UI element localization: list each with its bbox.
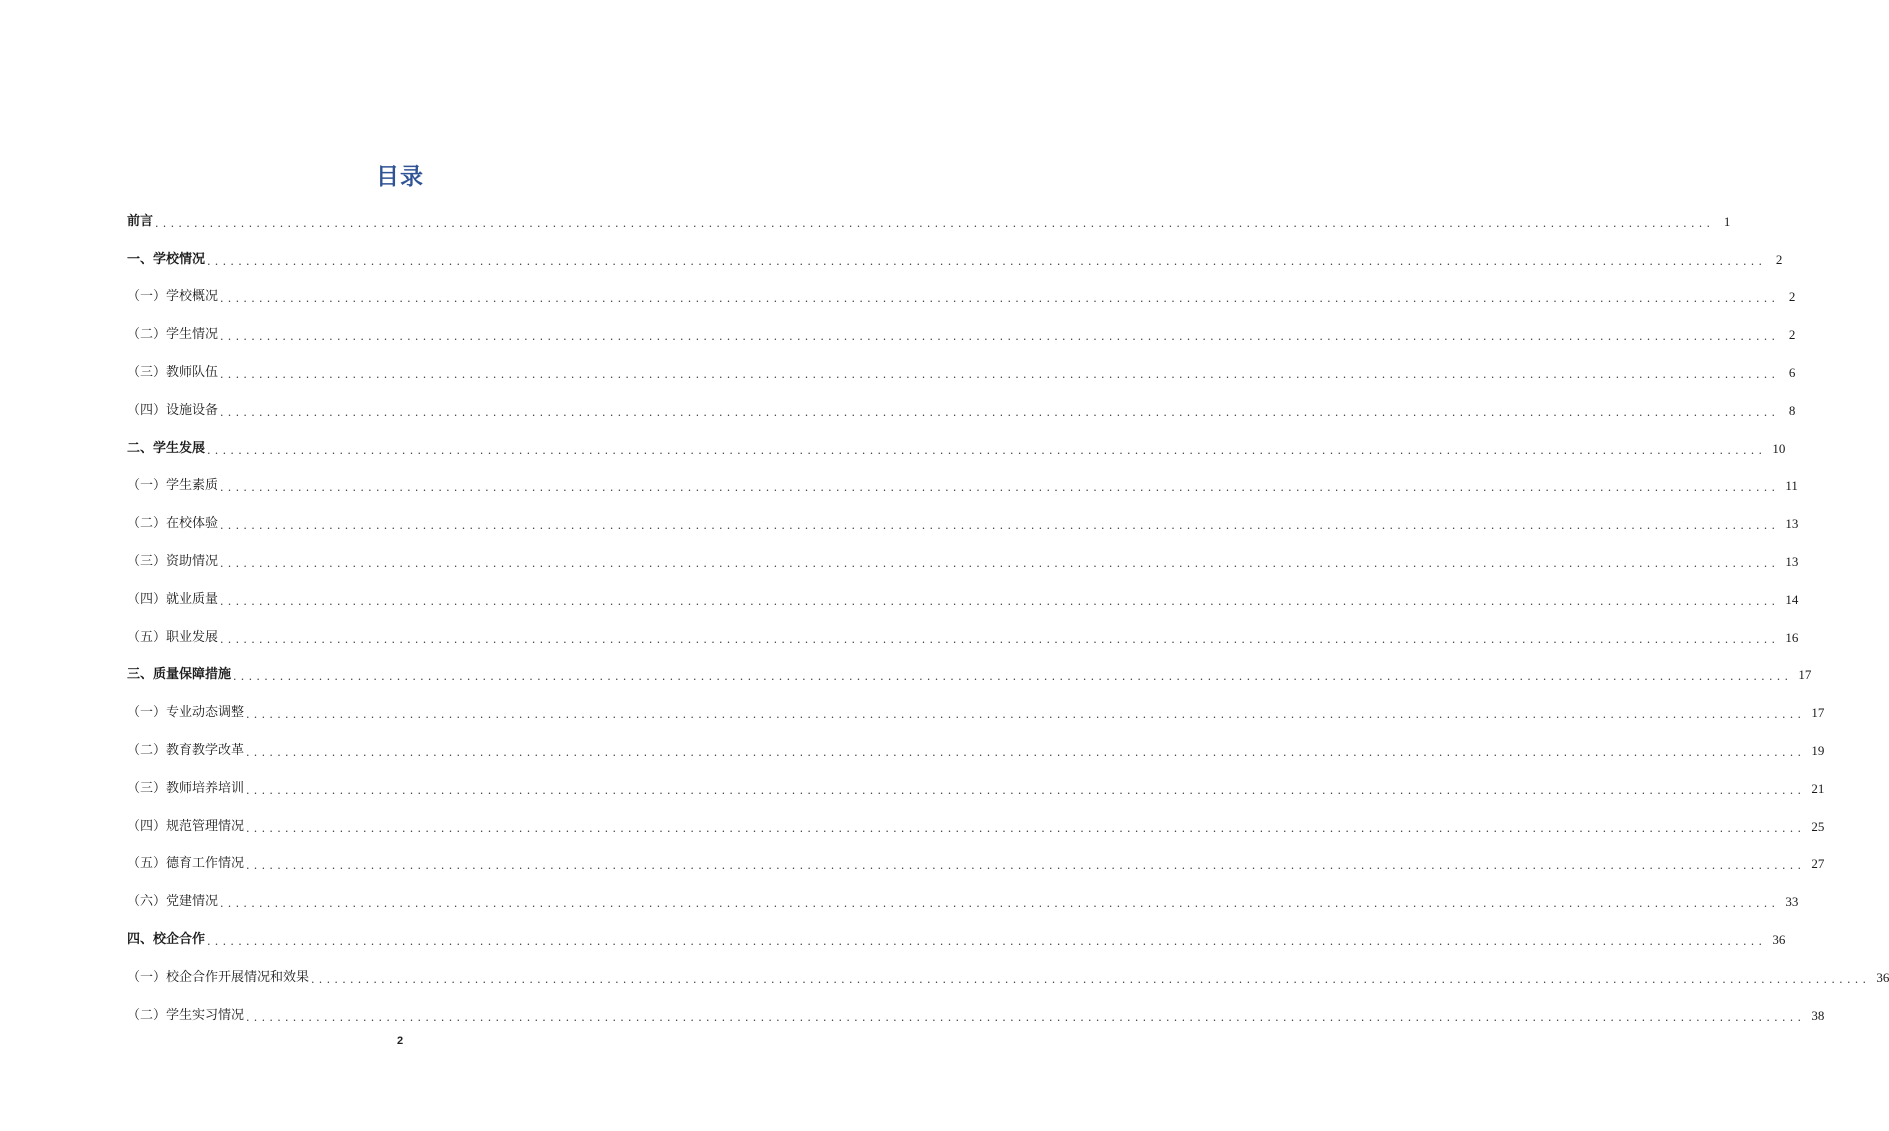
toc-entry-page: 13 — [1785, 554, 1799, 570]
toc-entry-label: （三）资助情况 — [127, 554, 219, 570]
toc-entry-page: 17 — [1811, 705, 1825, 721]
toc-dot-leader: ........................................................................................................................................................................................................ — [220, 368, 1780, 382]
toc-entry[interactable] — [127, 808, 1825, 846]
toc-entry-page: 1 — [1723, 213, 1731, 229]
toc-entry[interactable] — [127, 846, 1825, 884]
toc-entry[interactable] — [127, 694, 1825, 732]
toc-dot-leader: ........................................................................................................................................................................................................ — [220, 292, 1780, 306]
toc-entry-page: 19 — [1811, 743, 1825, 759]
toc-entry[interactable] — [127, 241, 1783, 279]
footer-page-number: 2 — [396, 1035, 404, 1047]
toc-entry[interactable] — [127, 468, 1798, 506]
toc-dot-leader: ........................................................................................................................................................................................................ — [220, 405, 1780, 419]
toc-dot-leader: ........................................................................................................................................................................................................ — [220, 557, 1780, 571]
toc-entry[interactable] — [127, 354, 1796, 392]
toc-dot-leader: ........................................................................................................................................................................................................ — [233, 670, 1793, 684]
toc-entry-page: 21 — [1811, 780, 1825, 796]
toc-entry-label: 前言 — [127, 213, 154, 229]
toc-entry-label: （二）学生实习情况 — [127, 1007, 245, 1023]
toc-entry-label: （一）学校概况 — [127, 289, 219, 305]
toc-entry[interactable] — [127, 619, 1799, 657]
toc-dot-leader: ........................................................................................................................................................................................................ — [207, 935, 1767, 949]
toc-entry-page: 6 — [1788, 365, 1796, 381]
toc-dot-leader: ........................................................................................................................................................................................................ — [207, 254, 1767, 268]
toc-dot-leader: ........................................................................................................................................................................................................ — [155, 216, 1715, 230]
toc-entry-page: 11 — [1785, 478, 1798, 494]
toc-entry-label: （二）在校体验 — [127, 516, 219, 532]
toc-dot-leader: ........................................................................................................................................................................................................ — [246, 821, 1806, 835]
toc-entry-label: 一、学校情况 — [127, 251, 206, 267]
toc-entry-page: 2 — [1788, 327, 1796, 343]
toc-dot-leader: ........................................................................................................................................................................................................ — [246, 708, 1806, 722]
toc-entry-page: 13 — [1785, 516, 1799, 532]
toc-entry-label: （四）规范管理情况 — [127, 818, 245, 834]
toc-dot-leader: ........................................................................................................................................................................................................ — [246, 1010, 1806, 1024]
toc-dot-leader: ........................................................................................................................................................................................................ — [207, 443, 1767, 457]
toc-entry[interactable] — [127, 883, 1799, 921]
toc-dot-leader: ........................................................................................................................................................................................................ — [220, 481, 1780, 495]
table-of-contents — [127, 203, 1889, 1035]
toc-dot-leader: ........................................................................................................................................................................................................ — [246, 746, 1806, 760]
toc-entry-page: 8 — [1788, 402, 1796, 418]
toc-entry-label: （四）设施设备 — [127, 402, 219, 418]
toc-entry[interactable] — [127, 921, 1786, 959]
toc-dot-leader: ........................................................................................................................................................................................................ — [246, 783, 1806, 797]
toc-entry-label: （二）学生情况 — [127, 327, 219, 343]
toc-entry-page: 2 — [1788, 289, 1796, 305]
toc-entry-page: 36 — [1876, 969, 1889, 985]
toc-dot-leader: ........................................................................................................................................................................................................ — [220, 519, 1780, 533]
page-title: 目录 — [376, 164, 424, 190]
toc-entry-label: （五）德育工作情况 — [127, 856, 245, 872]
toc-entry[interactable] — [127, 543, 1799, 581]
toc-entry-page: 10 — [1772, 440, 1786, 456]
toc-dot-leader: ........................................................................................................................................................................................................ — [246, 859, 1806, 873]
toc-entry-label: 二、学生发展 — [127, 440, 206, 456]
toc-entry-page: 14 — [1785, 591, 1799, 607]
toc-entry[interactable] — [127, 959, 1889, 997]
toc-entry-label: （六）党建情况 — [127, 894, 219, 910]
toc-entry-label: （四）就业质量 — [127, 591, 219, 607]
toc-entry[interactable] — [127, 430, 1786, 468]
toc-entry[interactable] — [127, 392, 1796, 430]
toc-dot-leader: ........................................................................................................................................................................................................ — [220, 330, 1780, 344]
toc-entry-page: 33 — [1785, 894, 1799, 910]
toc-entry-page: 36 — [1772, 932, 1786, 948]
toc-entry-label: （一）学生素质 — [127, 478, 219, 494]
toc-entry-label: 四、校企合作 — [127, 932, 206, 948]
toc-entry-page: 2 — [1775, 251, 1783, 267]
toc-entry[interactable] — [127, 316, 1796, 354]
toc-entry[interactable] — [127, 732, 1825, 770]
toc-entry[interactable] — [127, 581, 1799, 619]
toc-entry-page: 17 — [1798, 667, 1812, 683]
toc-entry[interactable] — [127, 997, 1825, 1035]
toc-entry[interactable] — [127, 657, 1812, 695]
toc-entry-label: （五）职业发展 — [127, 629, 219, 645]
toc-entry-label: （三）教师队伍 — [127, 365, 219, 381]
toc-entry-label: （三）教师培养培训 — [127, 780, 245, 796]
toc-entry-label: （一）校企合作开展情况和效果 — [127, 969, 310, 985]
toc-entry[interactable] — [127, 505, 1799, 543]
toc-entry[interactable] — [127, 279, 1796, 317]
toc-entry-page: 27 — [1811, 856, 1825, 872]
toc-dot-leader: ........................................................................................................................................................................................................ — [311, 972, 1871, 986]
toc-entry-label: 三、质量保障措施 — [127, 667, 232, 683]
toc-entry-page: 38 — [1811, 1007, 1825, 1023]
toc-dot-leader: ........................................................................................................................................................................................................ — [220, 897, 1780, 911]
toc-entry[interactable] — [127, 770, 1825, 808]
toc-entry-label: （一）专业动态调整 — [127, 705, 245, 721]
toc-dot-leader: ........................................................................................................................................................................................................ — [220, 594, 1780, 608]
toc-entry[interactable] — [127, 203, 1731, 241]
toc-entry-page: 25 — [1811, 818, 1825, 834]
toc-entry-label: （二）教育教学改革 — [127, 743, 245, 759]
toc-entry-page: 16 — [1785, 629, 1799, 645]
toc-dot-leader: ........................................................................................................................................................................................................ — [220, 632, 1780, 646]
